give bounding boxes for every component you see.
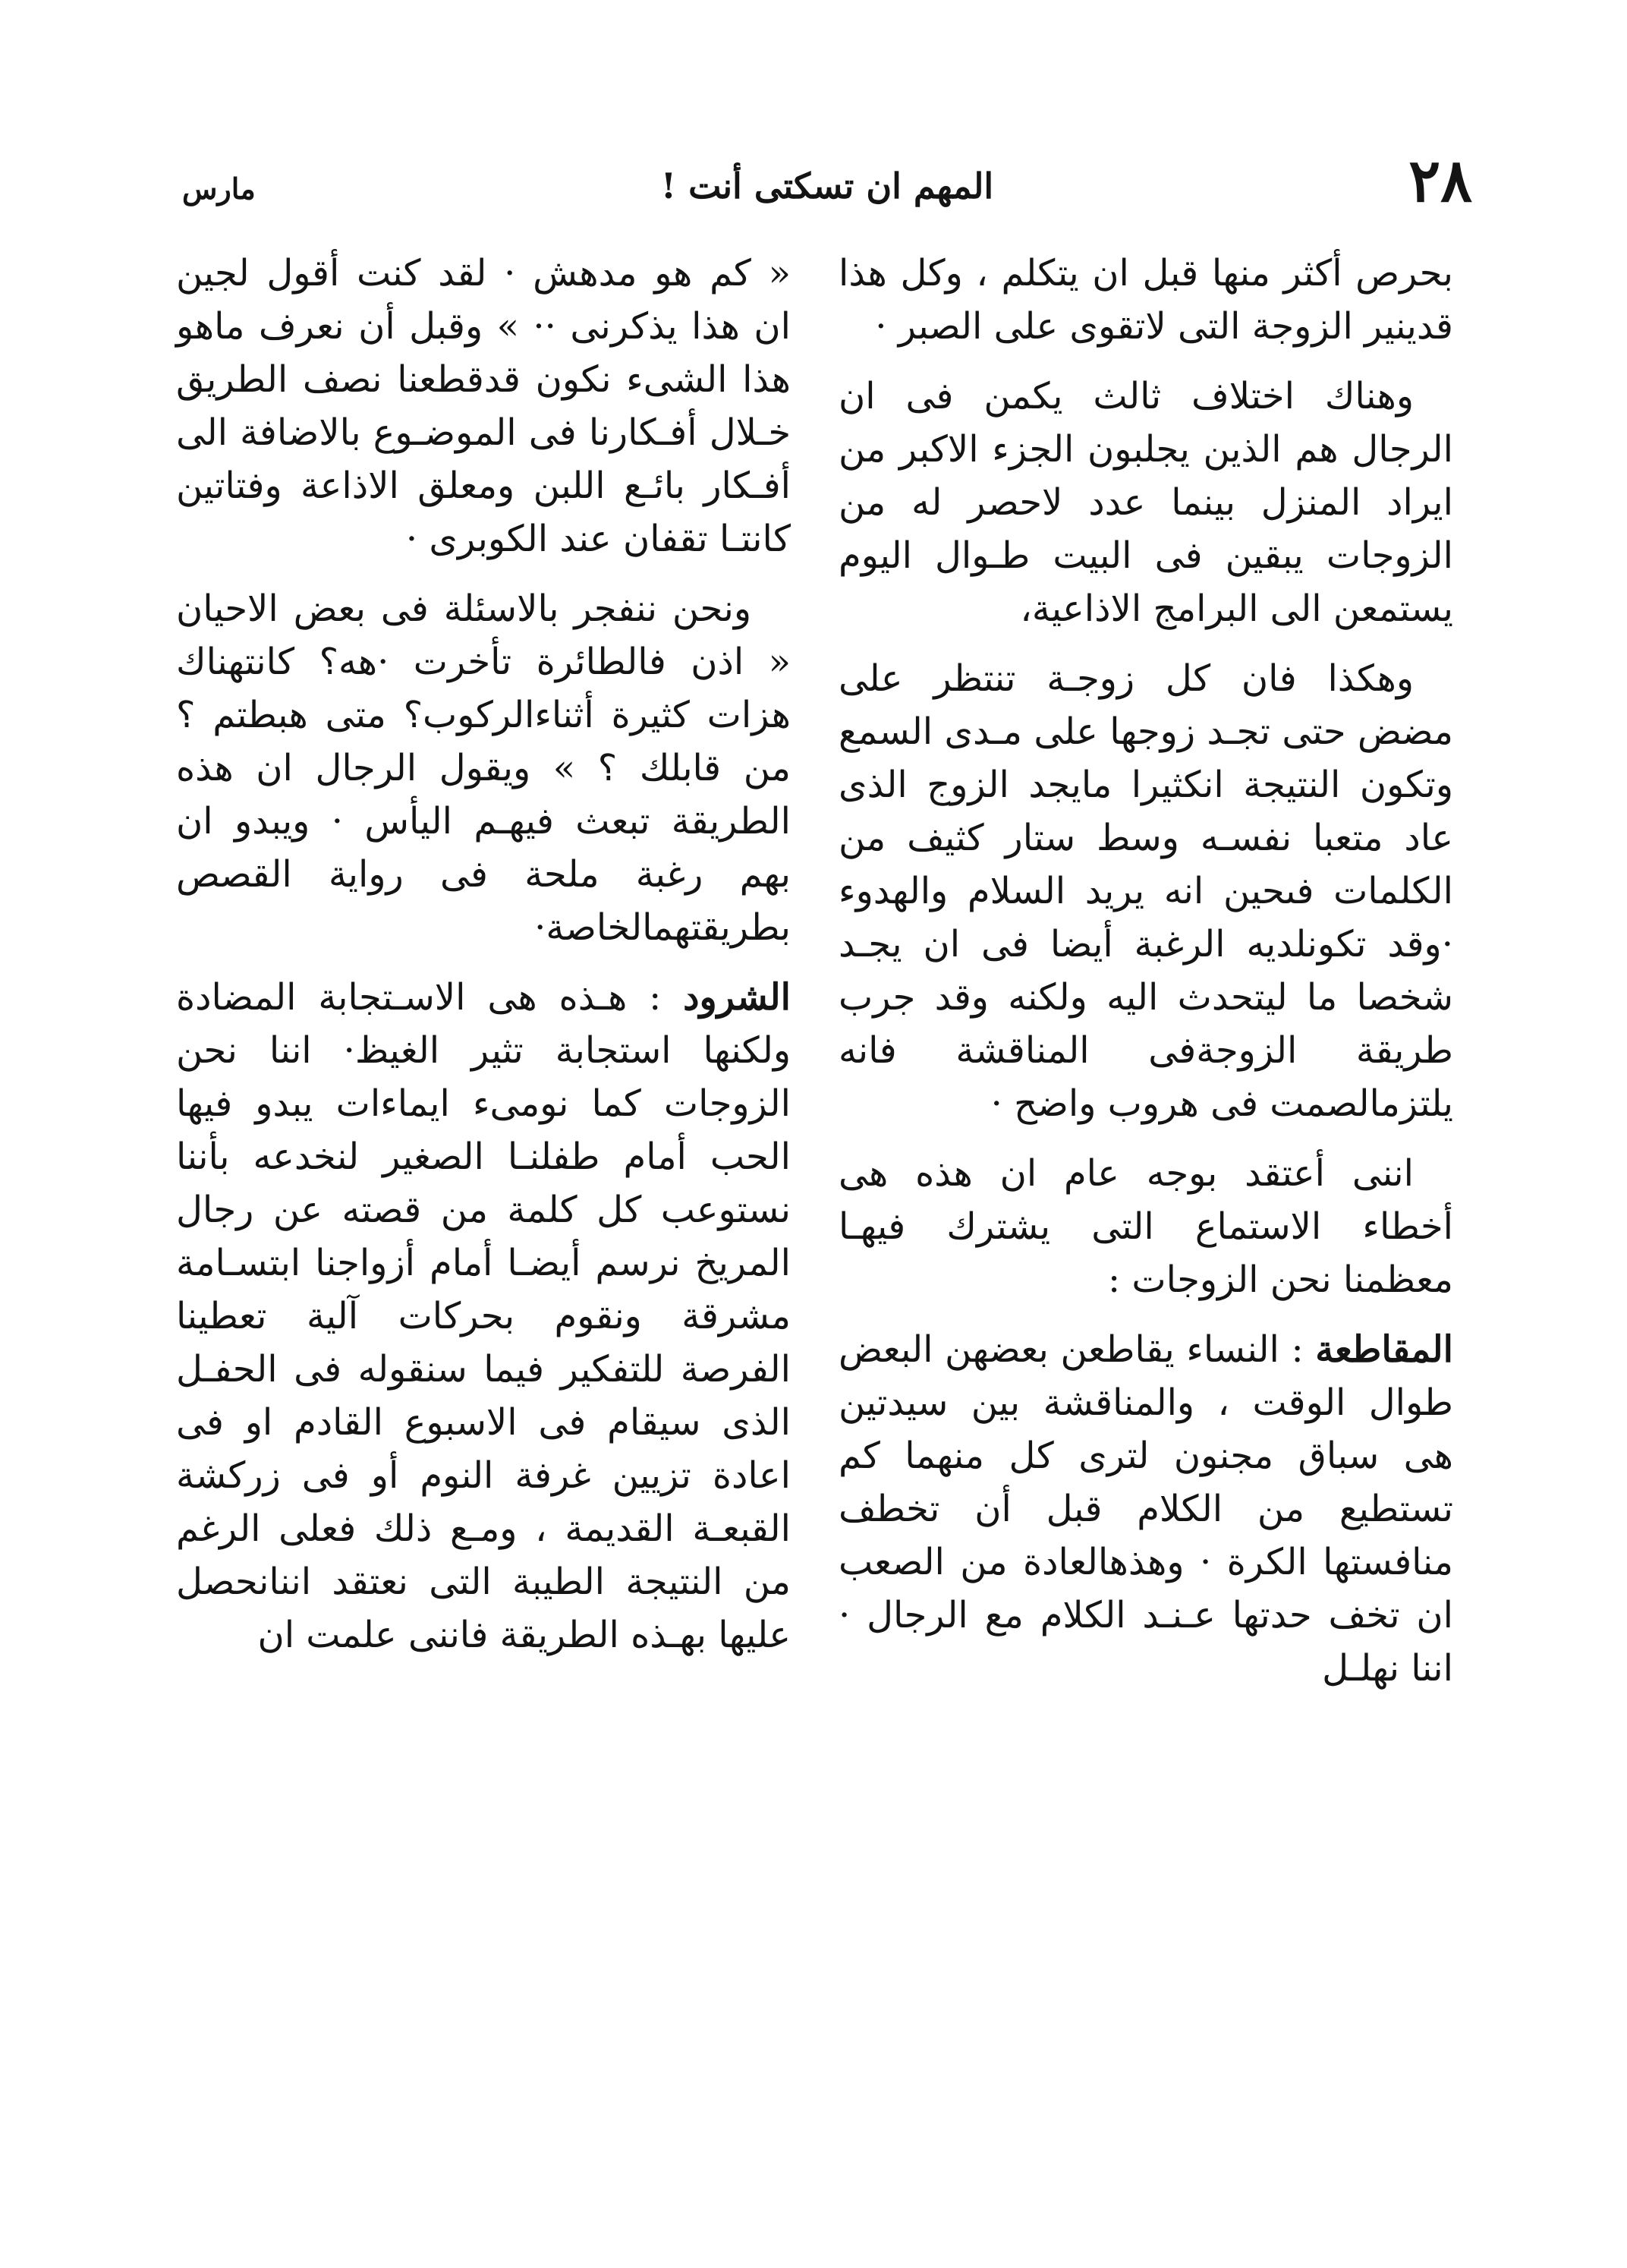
page-number: ٢٨ (1408, 146, 1472, 216)
section-lead: الشرود (683, 976, 791, 1019)
paragraph-text: : هـذه هى الاسـتجابة المضادة ولكنها استجابة تثير الغيظ· اننا نحن الزوجات كما نومىء ايماءات يبدو فيها الحب أمام طفلنـا الصغير لنخدعه بأننا نستوعب كل كلمة من قصته عن رجال المريخ نرسم أيضـا أمام أزواجنا ابتسـامة مشرقة ونقوم بحركات آلية تعطينا الفرصة للتفكير فيما سنقوله فى الحفـل الذى سيقام فى الاسبوع القادم او فى اعادة تزيين غرفة النوم أو فى زركشة القبعـة القديمة ، ومـع ذلك فعلى الرغم من النتيجة الطيبة التى نعتقد اننانحصل عليها بهـذه الطريقة فاننى علمت ان (176, 976, 791, 1656)
paragraph (839, 1323, 1453, 1695)
paragraph-text: : النساء يقاطعن بعضهن البعض طوال الوقت ، والمناقشة بين سيدتين هى سباق مجنون لترى كل منهما كم تستطيع من الكلام قبل أن تخطف منافستها الكرة · وهذهالعادة من الصعب ان تخف حدتها عـنـد الكلام مع الرجال · اننا نهلـل (839, 1328, 1453, 1690)
paragraph: اننى أعتقد بوجه عام ان هذه هى أخطاء الاستماع التى يشترك فيهـا معظمنا نحن الزوجات : (839, 1152, 1453, 1301)
page-header (182, 144, 1472, 228)
running-title: المهم ان تسكتى أنت ! (660, 165, 994, 206)
left-column (176, 247, 791, 1678)
magazine-month: مارس (182, 172, 256, 206)
section-lead: المقاطعة (1315, 1328, 1453, 1371)
paragraph: بحرص أكثر منها قبل ان يتكلم ، وكل هذا قدينير الزوجة التى لاتقوى على الصبر · (839, 252, 1453, 348)
paragraph: ونحن ننفجر بالاسئلة فى بعض الاحيان « اذن فالطائرة تأخرت ·هه؟ كانتهناك هزات كثيرة أثناءالركوب؟ متى هبطتم ؟ من قابلك ؟ » ويقول الرجال ان هذه الطريقة تبعث فيهـم اليأس · ويبدو ان بهم رغبة ملحة فى رواية القصص بطريقتهمالخاصة· (176, 587, 791, 949)
paragraph (176, 971, 791, 1662)
right-column (839, 247, 1453, 1712)
paragraph: « كم هو مدهش · لقد كنت أقول لجين ان هذا يذكرنى ·· » وقبل أن نعرف ماهو هذا الشىء نكون قدقطعنا نصف الطريق خـلال أفـكارنا فى الموضـوع بالاضافة الى أفـكار بائـع اللبن ومعلق الاذاعة وفتاتين كانتـا تقفان عند الكوبرى · (176, 252, 791, 560)
paragraph: وهكذا فان كل زوجـة تنتظر على مضض حتى تجـد زوجها على مـدى السمع وتكون النتيجة انكثيرا مايجد الزوج الذى عاد متعبا نفسـه وسط ستار كثيف من الكلمات فىحين انه يريد السلام والهدوء ·وقد تكونلديه الرغبة أيضا فى ان يجـد شخصا ما ليتحدث اليه ولكنه وقد جرب طريقة الزوجةفى المناقشة فانه يلتزمالصمت فى هروب واضح · (839, 657, 1454, 1125)
paragraph: وهناك اختلاف ثالث يكمن فى ان الرجال هم الذين يجلبون الجزء الاكبر من ايراد المنزل بينما عدد لاحصر له من الزوجات يبقين فى البيت طـوال اليوم يستمعن الى البرامج الاذاعية، (839, 375, 1453, 630)
